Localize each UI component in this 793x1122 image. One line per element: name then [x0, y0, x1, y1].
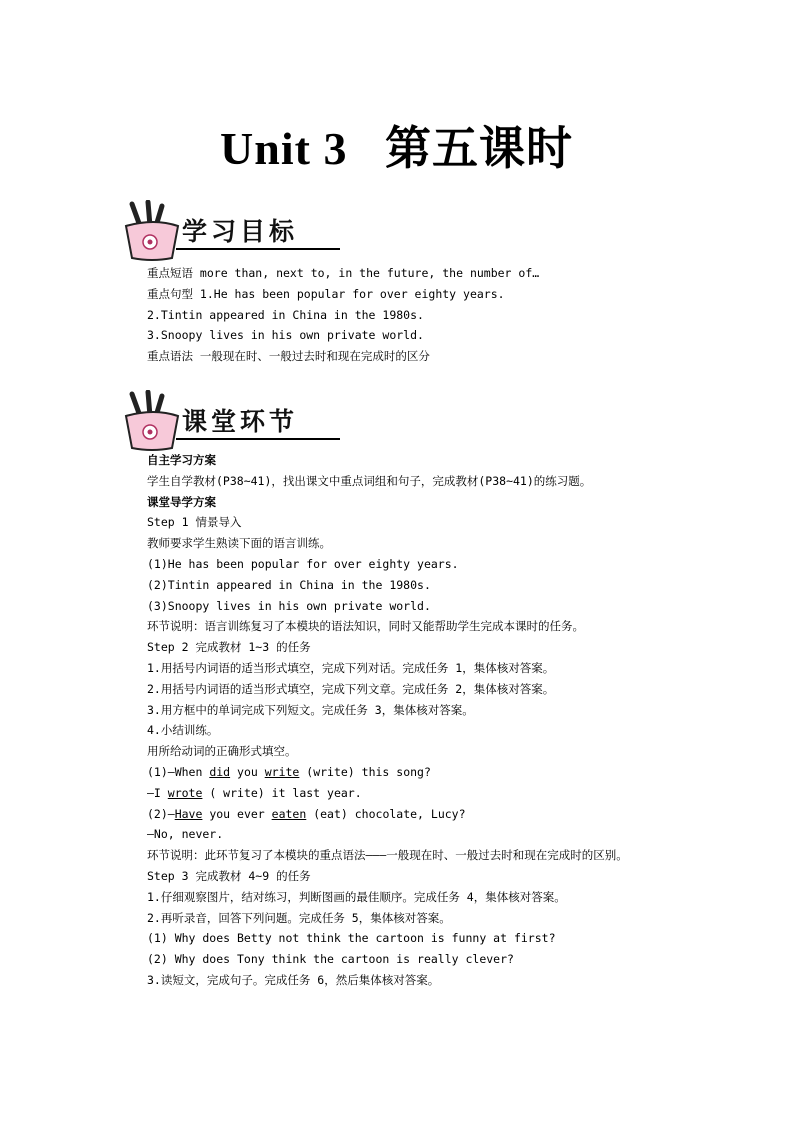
text-line: 用所给动词的正确形式填空。	[147, 744, 297, 759]
pencil-cup-icon	[118, 200, 188, 262]
text-line: (1)He has been popular for over eighty years.	[147, 556, 459, 571]
answer-blank: eaten	[271, 806, 307, 821]
section-heading-goals: 学习目标	[182, 217, 299, 246]
text-span: (eat) chocolate, Lucy?	[306, 806, 466, 821]
goal-line: 2.Tintin appeared in China in the 1980s.	[147, 307, 424, 322]
text-line: 环节说明：此环节复习了本模块的重点语法———一般现在时、一般过去时和现在完成时的区别。	[147, 848, 628, 863]
text-line: 1.用括号内词语的适当形式填空，完成下列对话。完成任务 1，集体核对答案。	[147, 660, 555, 675]
answer-blank: wrote	[167, 785, 203, 800]
goal-line: 重点句型 1.He has been popular for over eighty years.	[147, 286, 505, 301]
text-line: 3.用方框中的单词完成下列短文。完成任务 3，集体核对答案。	[147, 702, 474, 717]
text-line: 教师要求学生熟读下面的语言训练。	[147, 536, 331, 551]
answer-blank: write	[264, 764, 300, 779]
section-heading-class: 课堂环节	[182, 407, 299, 436]
goal-line: 重点短语 more than, next to, in the future, the number of…	[147, 266, 540, 280]
text-span: —I	[147, 785, 168, 800]
answer-blank: did	[209, 764, 231, 779]
section-banner-class	[118, 390, 340, 452]
step-title: Step 1 情景导入	[147, 515, 242, 530]
text-line: (1) Why does Betty not think the cartoon is funny at first?	[147, 931, 556, 946]
text-line: —No, never.	[147, 827, 224, 842]
text-span: (write) this song?	[299, 764, 431, 779]
text-line: (3)Snoopy lives in his own private world.	[147, 598, 431, 613]
subheading: 自主学习方案	[147, 453, 216, 467]
goal-line: 重点语法 一般现在时、一般过去时和现在完成时的区分	[147, 349, 430, 364]
text-line: 学生自学教材(P38~41)，找出课文中重点词组和句子，完成教材(P38~41)的练习题。	[147, 473, 592, 488]
text-line: 2.再听录音，回答下列问题。完成任务 5，集体核对答案。	[147, 910, 451, 925]
text-line: 2.用括号内词语的适当形式填空，完成下列文章。完成任务 2，集体核对答案。	[147, 681, 555, 696]
goals-block	[120, 263, 680, 367]
section-banner-goals	[118, 200, 340, 262]
text-line: 3.读短文，完成句子。完成任务 6，然后集体核对答案。	[147, 972, 440, 987]
text-line: 环节说明：语言训练复习了本模块的语法知识，同时又能帮助学生完成本课时的任务。	[147, 619, 584, 634]
goal-line: 3.Snoopy lives in his own private world.	[147, 328, 424, 343]
page-title: Unit 3 第五课时	[220, 123, 573, 174]
text-line: 4.小结训练。	[147, 723, 219, 738]
text-span: you	[230, 764, 265, 779]
exercise-line	[120, 762, 680, 783]
text-line: (2)Tintin appeared in China in the 1980s.	[147, 577, 431, 592]
text-line: 1.仔细观察图片，结对练习，判断图画的最佳顺序。完成任务 4，集体核对答案。	[147, 889, 566, 904]
class-block	[120, 450, 680, 991]
text-span: you ever	[202, 806, 272, 821]
text-span: (2)—	[147, 806, 175, 821]
exercise-line	[120, 783, 680, 804]
text-span: (1)—When	[147, 764, 210, 779]
step-title: Step 2 完成教材 1~3 的任务	[147, 640, 311, 655]
step-title: Step 3 完成教材 4~9 的任务	[147, 868, 311, 883]
answer-blank: Have	[174, 806, 203, 821]
exercise-line	[120, 804, 680, 825]
pencil-cup-icon	[118, 390, 188, 452]
text-line: (2) Why does Tony think the cartoon is really clever?	[147, 952, 514, 967]
text-span: ( write) it last year.	[202, 785, 362, 800]
subheading: 课堂导学方案	[147, 494, 216, 509]
